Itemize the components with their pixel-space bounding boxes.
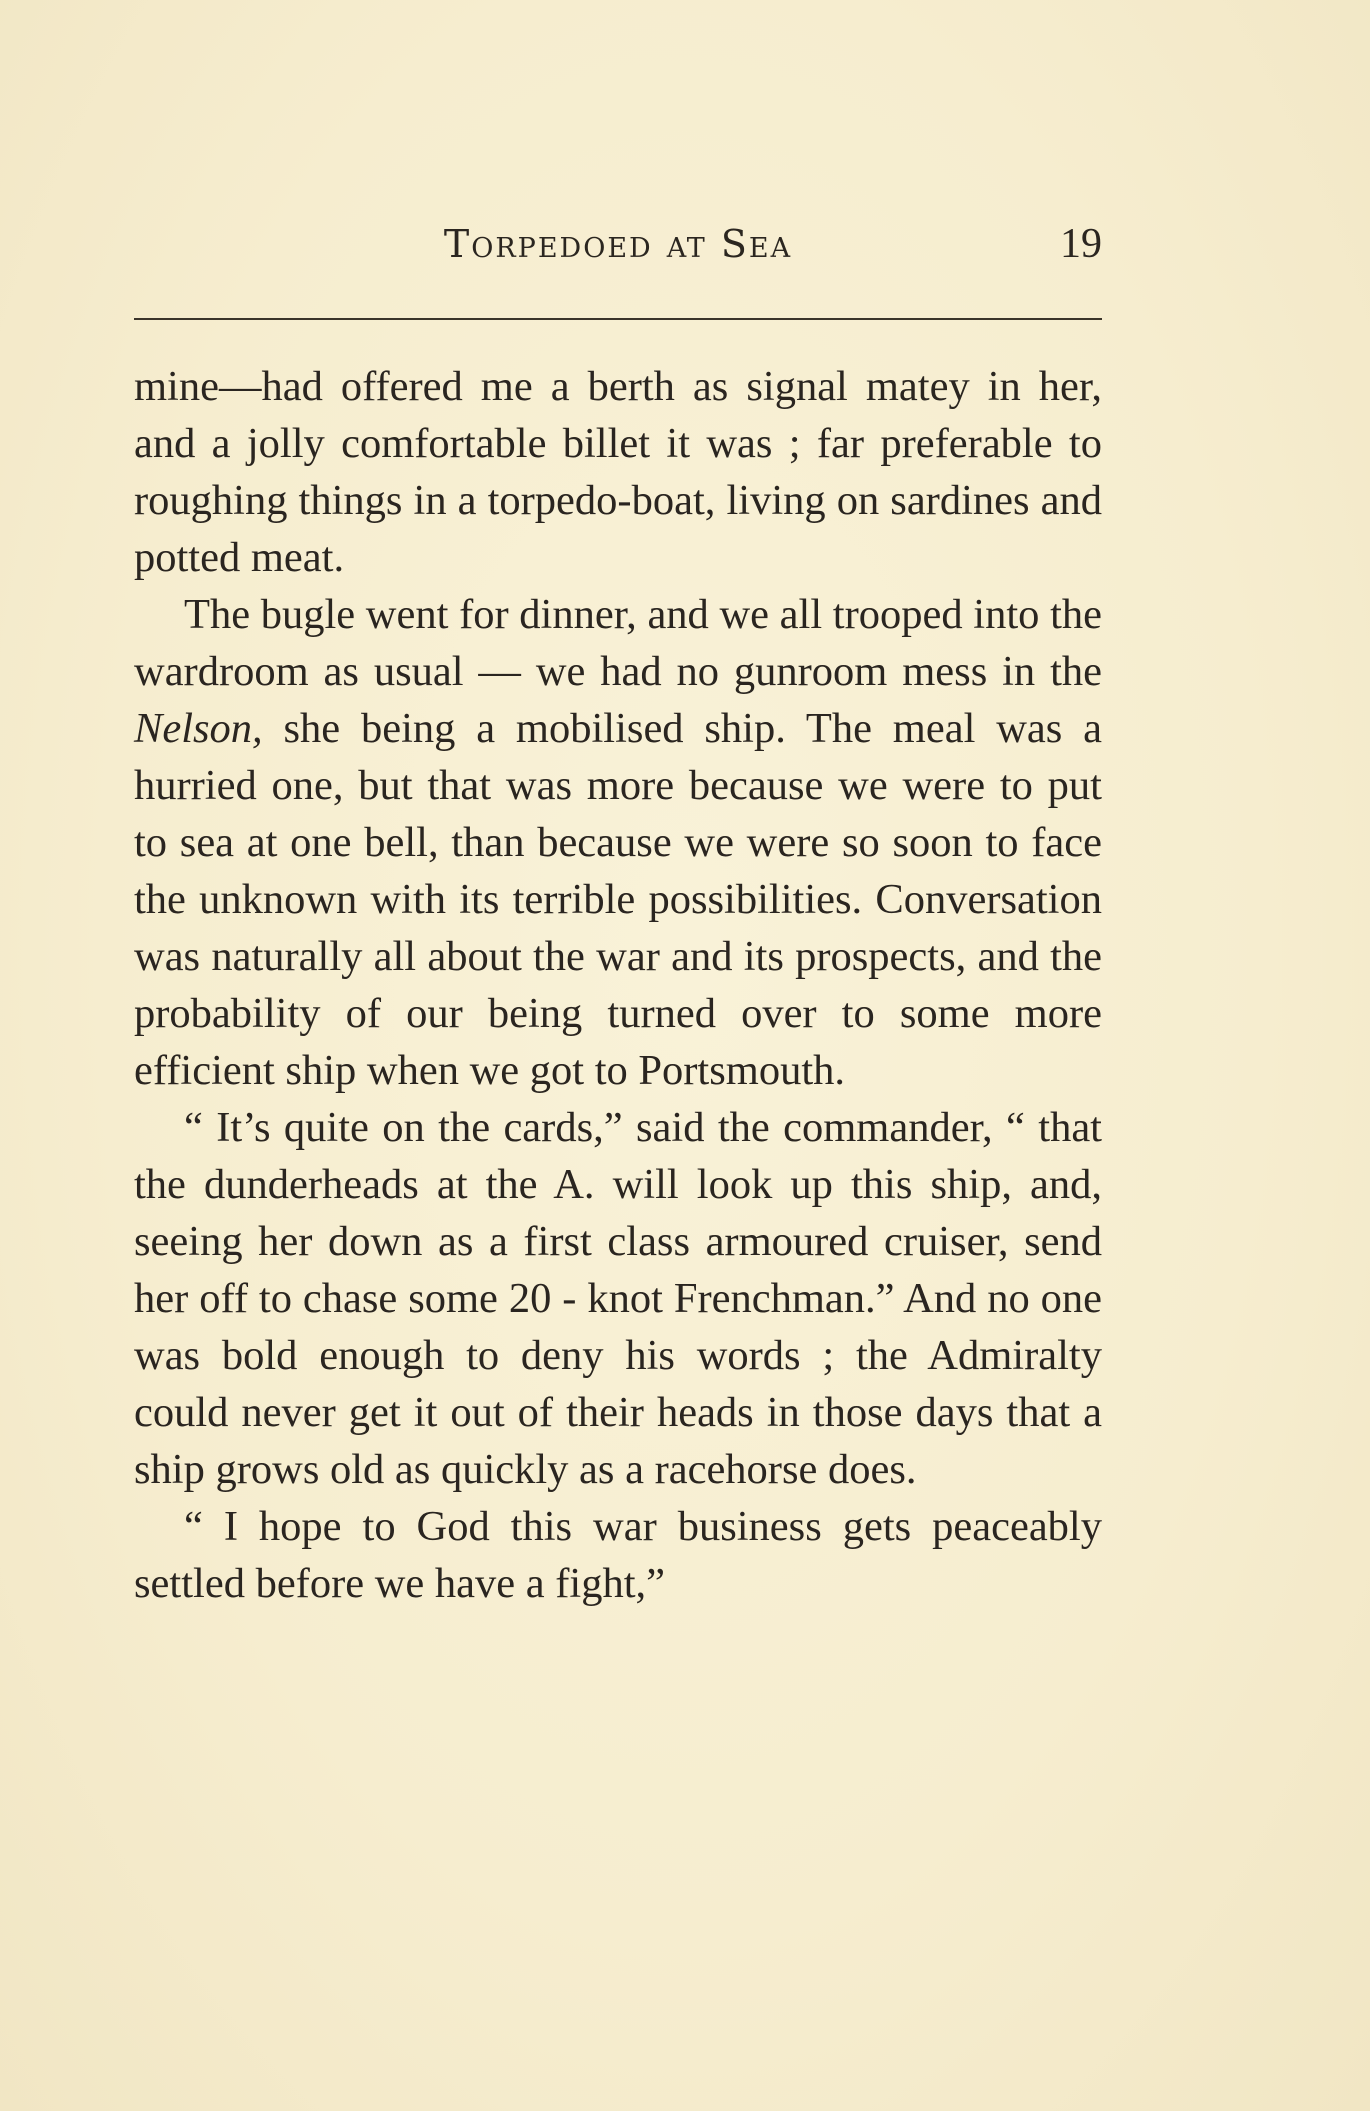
page-number: 19 <box>1060 221 1102 267</box>
header-rule <box>134 318 1102 320</box>
paragraph-text: she being a mobilised ship. The meal was a hurried one, but that was more because we were to put to sea at one bell, than because we were so soon to face the unknown with its terrible possibilities. Conversation was naturally all about the war and its prospects, and the probability of our being turned over to some more efficient ship when we got to Portsmouth. <box>134 705 1102 1094</box>
body-text <box>134 358 1102 1612</box>
ship-name: Nelson, <box>134 705 263 752</box>
paragraph-text: mine—had offered me a berth as signal matey in her, and a jolly comfortable billet it was ; far preferable to roughing things in a torpedo-boat, living on sardines and potted meat. <box>134 363 1102 581</box>
running-title: Torpedoed at Sea <box>443 222 793 266</box>
paragraph-text: The bugle went for dinner, and we all trooped into the wardroom as usual — we had no gunroom mess in the <box>134 591 1102 695</box>
running-head <box>134 214 1102 274</box>
paragraph <box>134 1498 1102 1612</box>
paragraph <box>134 358 1102 586</box>
paragraph <box>134 586 1102 1099</box>
paragraph <box>134 1099 1102 1498</box>
paragraph-text: “ I hope to God this war business gets peaceably settled before we have a fight,” <box>134 1503 1102 1607</box>
paragraph-text: “ It’s quite on the cards,” said the commander, “ that the dunderheads at the A. will look up this ship, and, seeing her down as a first class armoured cruiser, send her off to chase some 20 - knot Frenchman.” And no one was bold enough to deny his words ; the Admiralty could never get it out of their heads in those days that a ship grows old as quickly as a racehorse does. <box>134 1104 1102 1493</box>
